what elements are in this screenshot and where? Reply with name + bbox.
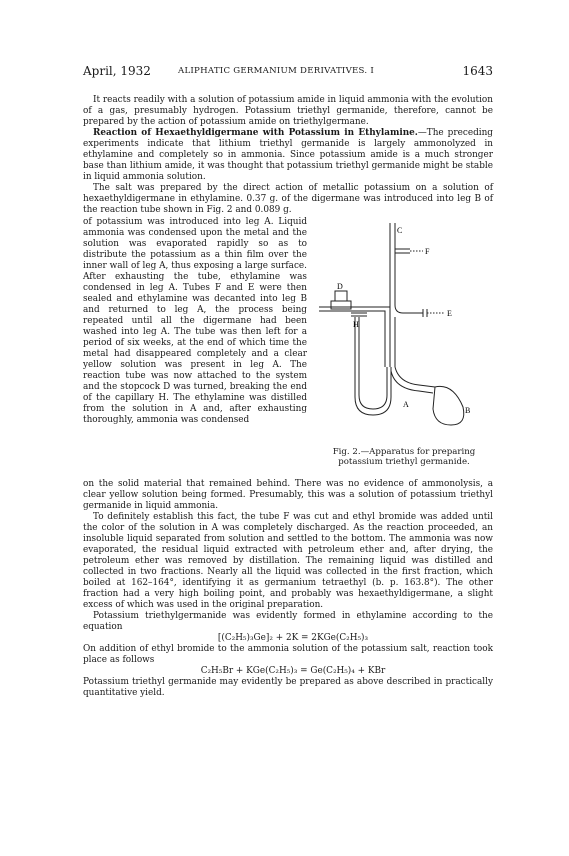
paragraph-5: Potassium triethylgermanide was evidently formed in ethylamine according to the equation	[83, 611, 493, 633]
paragraph-1: It reacts readily with a solution of potassium amide in liquid ammonia with the evolution of a gas, presumably hydrogen. Potassium triethyl germanide, therefore, cannot be prepared by the action of potassium amide on triethylgermane.	[83, 95, 493, 128]
equation-1: [(C₂H₅)₃Ge]₂ + 2K = 2KGe(C₂H₅)₃	[217, 633, 369, 644]
paragraph-6: On addition of ethyl bromide to the ammonia solution of the potassium salt, reaction took place as follows	[83, 644, 493, 666]
header-date: April, 1932	[83, 64, 151, 78]
figure-caption: Fig. 2.—Apparatus for preparing potassium triethyl germanide.	[332, 446, 476, 468]
body-text	[83, 95, 493, 699]
paragraph-3: The salt was prepared by the direct action of metallic potassium on a solution of hexaethyldigermane in ethylamine. 0.37 g. of the digermane was introduced into leg B of the reaction tube shown in Fig. 2 and 0.089 g.	[83, 183, 493, 216]
label-D: D	[337, 281, 343, 291]
paragraph-4: To definitely establish this fact, the tube F was cut and ethyl bromide was added until the color of the solution in A was completely discharged. As the reaction proceeded, an insoluble liquid separated from solution and settled to the bottom. The ammonia was now evaporated, the residual liquid extracted with petroleum ether and, after drying, the petroleum ether was removed by distillation. The remaining liquid was distilled and collected in two fractions. Nearly all the liquid was collected in the first fraction, which boiled at 162–164°, identifying it as germanium tetraethyl (b. p. 163.8°). The other fraction had a very high boiling point, and probably was hexaethyldigermane, a slight excess of which was used in the original preparation.	[83, 511, 493, 611]
section-heading: Reaction of Hexaethyldigermane with Potassium in Ethylamine.	[93, 128, 418, 139]
label-E: E	[447, 308, 452, 318]
header-running-title: ALIPHATIC GERMANIUM DERIVATIVES. I	[178, 66, 374, 76]
apparatus-drawing	[315, 217, 493, 447]
page-header	[83, 64, 493, 80]
paragraph-7: Potassium triethyl germanide may evidently be prepared as above described in practically quantitative yield.	[83, 677, 493, 699]
equation-2: C₂H₅Br + KGe(C₂H₅)₃ = Ge(C₂H₅)₄ + KBr	[200, 666, 386, 677]
figure-2	[315, 217, 493, 479]
paragraph-2	[83, 128, 493, 183]
label-C: C	[397, 225, 403, 235]
paragraph-3-continued: on the solid material that remained behind. There was no evidence of ammonolysis, a clear yellow solution being formed. Presumably, this was a solution of potassium triethyl germanide in liquid ammonia.	[83, 478, 493, 511]
label-F: F	[425, 246, 430, 256]
label-A: A	[403, 399, 409, 409]
label-B: B	[465, 405, 471, 415]
paragraph-2-body: —The preceding experiments indicate that lithium triethyl germanide is largely ammonolyzed in ethylamine and completely so in ammonia. Since potassium amide is a much stronger base than lithium amide, it was thought that potassium triethyl germanide might be stable in liquid ammonia solution.	[83, 128, 493, 183]
label-H: H	[353, 319, 359, 329]
header-page-number: 1643	[462, 64, 493, 78]
paragraph-3-wrapped: of potassium was introduced into leg A. Liquid ammonia was condensed upon the metal and the solution was evaporated rapidly so as to distribute the potassium as a thin film over the inner wall of leg A, thus exposing a large surface. After exhausting the tube, ethylamine was condensed in leg A. Tubes F and E were then sealed and ethylamine was decanted into leg B and returned to leg A, the process being repeated until all the digermane had been washed into leg A. The tube was then left for a period of six weeks, at the end of which time the metal had disappeared completely and a clear yellow solution was present in leg A. The reaction tube was now attached to the system and the stopcock D was turned, breaking the end of the capillary H. The ethylamine was distilled from the solution in A and, after exhausting thoroughly, ammonia was condensed	[83, 216, 307, 426]
